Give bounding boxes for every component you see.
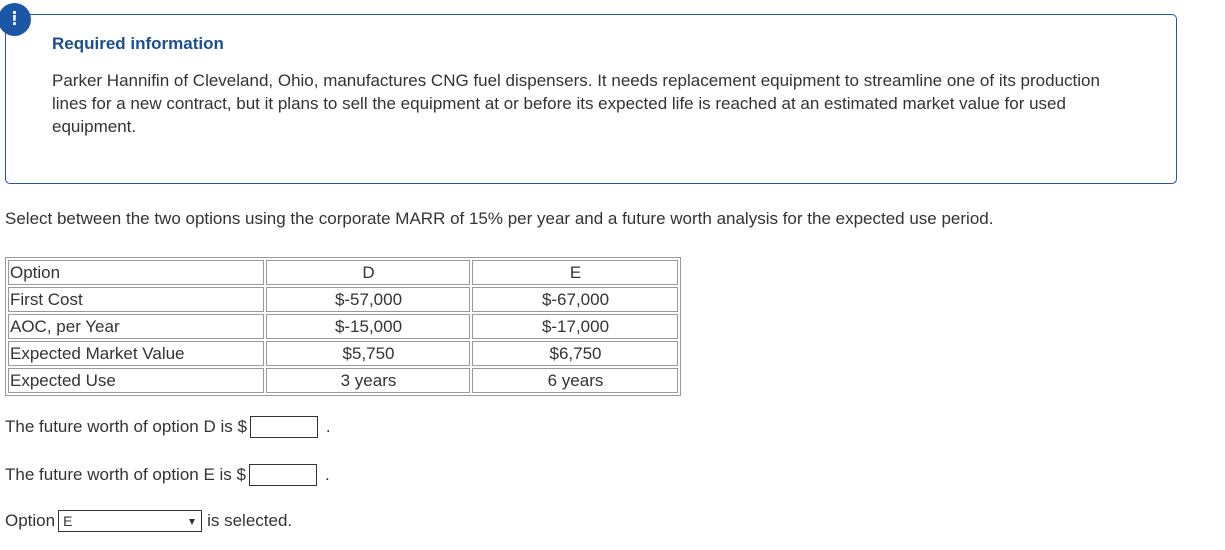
table-cell: 3 years — [266, 368, 470, 393]
options-table — [5, 257, 681, 396]
future-worth-d-input[interactable] — [250, 416, 318, 438]
header-cell: D — [266, 260, 470, 285]
selected-option-value: E — [63, 513, 73, 529]
option-selection-line — [5, 510, 292, 532]
option-select[interactable] — [58, 510, 202, 532]
info-title: Required information — [52, 34, 224, 53]
period: . — [324, 465, 330, 484]
row-label: Expected Market Value — [8, 341, 264, 366]
header-cell: Option — [8, 260, 264, 285]
table-cell: 6 years — [472, 368, 678, 393]
future-worth-e-label: The future worth of option E is $ — [5, 465, 246, 484]
alert-icon: ! — [0, 3, 31, 36]
row-label: AOC, per Year — [8, 314, 264, 339]
table-cell: $-17,000 — [472, 314, 678, 339]
row-label: First Cost — [8, 287, 264, 312]
table-row — [8, 368, 678, 393]
table-cell: $6,750 — [472, 341, 678, 366]
info-text: Parker Hannifin of Cleveland, Ohio, manufactures CNG fuel dispensers. It needs replacement equipment to streamline one of its production lines for a new contract, but it plans to sell the equipment at or before its expected life is reached at an estimated market value for used equipment. — [52, 71, 1100, 136]
table-row — [8, 341, 678, 366]
table-header-row — [8, 260, 678, 285]
table-row — [8, 287, 678, 312]
option-suffix: is selected. — [207, 511, 293, 530]
option-prefix: Option — [5, 511, 56, 530]
future-worth-e-input[interactable] — [249, 464, 317, 486]
table-cell: $-67,000 — [472, 287, 678, 312]
future-worth-d-label: The future worth of option D is $ — [5, 417, 247, 436]
table-row — [8, 314, 678, 339]
table-cell: $5,750 — [266, 341, 470, 366]
dropdown-arrow-icon — [189, 519, 195, 525]
header-cell: E — [472, 260, 678, 285]
row-label: Expected Use — [8, 368, 264, 393]
table-cell: $-15,000 — [266, 314, 470, 339]
question-text: Select between the two options using the corporate MARR of 15% per year and a future worth analysis for the expected use period. — [5, 209, 994, 228]
future-worth-d-line — [5, 416, 331, 438]
future-worth-e-line — [5, 464, 330, 486]
period: . — [325, 417, 331, 436]
table-cell: $-57,000 — [266, 287, 470, 312]
